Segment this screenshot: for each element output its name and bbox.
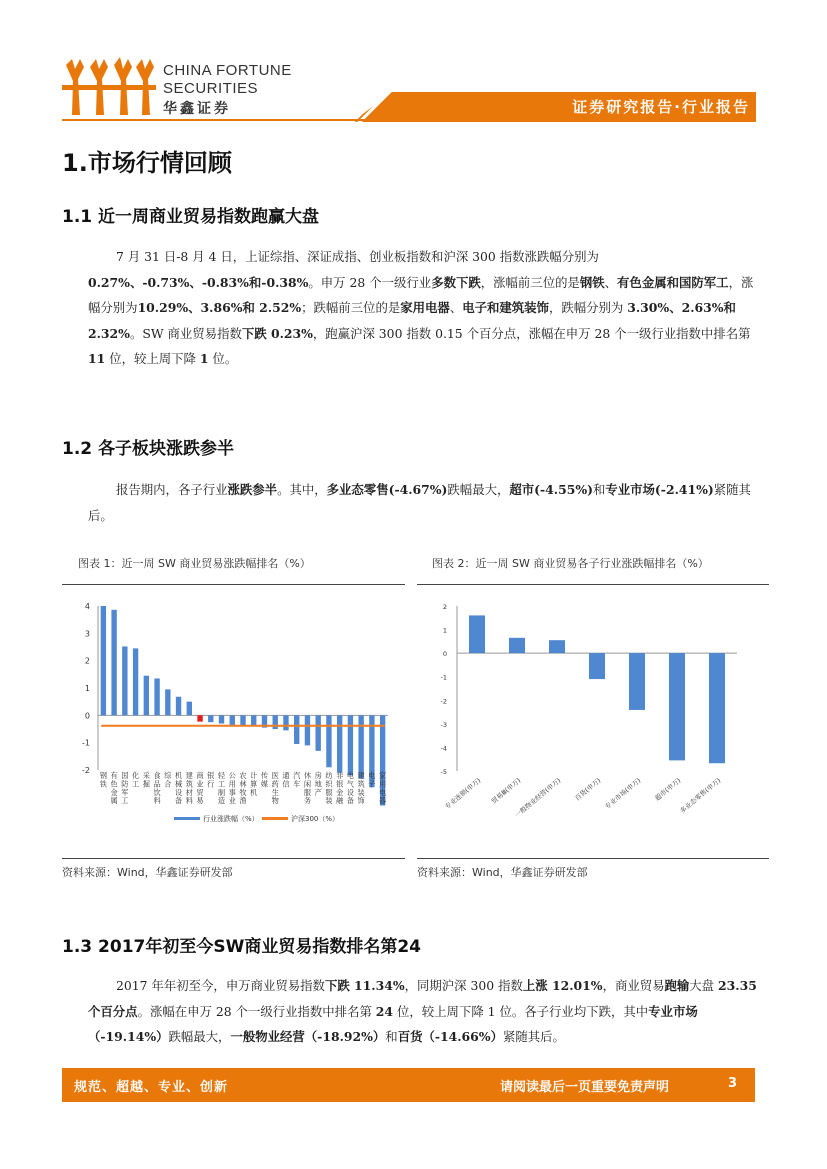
footer-disclaimer-link[interactable]: 请阅读最后一页重要免责声明: [500, 1080, 670, 1095]
emphasis-text: 涨跌参半: [227, 482, 278, 497]
body-text: ，跌幅分别为: [548, 300, 628, 315]
chart2-bottom-rule: [417, 858, 769, 859]
chart1-x-label: 化工: [131, 771, 140, 789]
emphasis-text: 24: [375, 1003, 394, 1019]
chart2-bar: [549, 640, 565, 653]
chart1-caption: 图表 1：近一周 SW 商业贸易涨跌幅排名（%）: [78, 557, 311, 570]
chart2-y-tick: -1: [440, 673, 447, 682]
chart2-source: 资料来源：Wind，华鑫证券研发部: [417, 866, 588, 879]
emphasis-text: 上涨 12.01%: [522, 978, 603, 993]
chart2-x-label: 一般物业经营(申万): [513, 776, 563, 820]
chart1-x-label: 机械设备: [174, 771, 183, 806]
chart1-legend-hs300: 沪深300（%）: [291, 815, 340, 823]
chart2-y-tick: 2: [442, 603, 447, 611]
body-text: 、: [449, 300, 463, 315]
emphasis-text: 10.29%、3.86%和 2.52%: [137, 300, 302, 315]
paragraph-3: [88, 973, 760, 1050]
emphasis-text: 3.30%、2.63%和 2.32%: [88, 300, 736, 341]
emphasis-text: 跑输: [664, 978, 690, 993]
chart1-bar: [197, 715, 202, 721]
chart2-caption: 图表 2：近一周 SW 商业贸易各子行业涨跌幅排名（%）: [432, 557, 709, 570]
chart1-y-tick: 2: [84, 656, 90, 666]
chart1-bottom-rule: [62, 858, 405, 859]
brand-name-cn: 华鑫证券: [163, 101, 231, 117]
chart1-bar: [122, 646, 127, 715]
chart1-bar: [240, 715, 245, 725]
chart1-x-label: 非银金融: [336, 771, 344, 806]
body-text: ；跌幅前三位的是: [301, 300, 401, 315]
chart2-y-tick: -5: [440, 768, 447, 776]
body-text: 跌幅最大，: [447, 482, 510, 497]
chart1-x-label: 建筑装饰: [357, 771, 365, 806]
paragraph-2: [88, 477, 760, 528]
chart1-x-label: 建筑材料: [185, 771, 193, 806]
body-text: ，涨幅分别为: [88, 274, 754, 315]
company-logo: [60, 55, 160, 125]
chart2-bar: [629, 653, 645, 710]
chart1-x-label: 综合: [164, 771, 172, 789]
chart2-x-label: 贸易Ⅲ(申万): [489, 776, 523, 806]
body-text: ，同期沪深 300 指数: [404, 978, 523, 993]
chart1-x-label: 休闲服务: [303, 771, 312, 806]
report-type: 证券研究报告·行业报告: [572, 98, 750, 116]
chart1-bar: [230, 715, 235, 725]
footer-slogan: 规范、超越、专业、创新: [74, 1080, 229, 1095]
chart1-bar: [316, 715, 321, 751]
chart1-bar: [283, 715, 288, 730]
emphasis-text: 11: [88, 351, 106, 366]
emphasis-text: 电子和建筑装饰: [462, 300, 549, 315]
body-text: ，涨幅前三位的是: [480, 274, 580, 290]
chart1-bar: [251, 715, 256, 726]
chart1-bar: [219, 715, 224, 723]
chart1-x-label: 传媒: [260, 771, 269, 789]
paragraph-1: [88, 244, 760, 372]
chart1-y-tick: -2: [82, 766, 90, 775]
chart1-x-label: 有色金属: [110, 771, 118, 806]
body-text: 位，较上周下降: [105, 351, 200, 366]
chart1-bar: [165, 689, 170, 715]
section-1-3-title: 1.3 2017年初至今SW商业贸易指数排名第24: [62, 937, 421, 957]
emphasis-text: 专业市场（-19.14%）: [88, 1003, 698, 1044]
body-text: 大盘: [689, 978, 719, 993]
chart1-y-tick: -1: [82, 738, 90, 748]
body-text: 和: [385, 1029, 398, 1044]
emphasis-text: 多业态零售(-4.67%): [326, 482, 448, 497]
emphasis-text: 下跌 0.23%: [241, 325, 313, 341]
section-1-2-title: 1.2 各子板块涨跌参半: [62, 439, 235, 459]
chart2-y-tick: -3: [440, 720, 447, 729]
body-text: ，跑赢沪深 300 指数 0.15 个百分点，涨幅在申万 28 个一级行业指数中排名第: [312, 325, 751, 341]
chart2-y-tick: 0: [442, 650, 447, 659]
chart1-x-label: 商业贸易: [196, 771, 204, 806]
chart1-x-label: 家用电器: [379, 771, 387, 806]
chart1-bar: [348, 715, 353, 775]
chart1-bar: [208, 715, 213, 722]
chart1-bar: [133, 648, 138, 715]
chart2-bar: [669, 653, 685, 760]
emphasis-text: 1: [199, 351, 209, 366]
chart1-x-label: 银行: [207, 771, 215, 789]
page-number: 3: [728, 1076, 738, 1091]
emphasis-text: 有色金属和国防军工: [617, 274, 729, 290]
chart1-x-label: 农林牧渔: [239, 771, 247, 806]
emphasis-text: 超市(-4.55%): [509, 482, 593, 497]
emphasis-text: 专业市场(-2.41%): [605, 482, 714, 497]
emphasis-text: 0.27%、-0.73%、-0.83%和-0.38%: [88, 274, 309, 290]
chart1-y-tick: 1: [84, 684, 90, 693]
chart1-bar: [187, 702, 192, 716]
chart1-bar: [176, 697, 181, 716]
chart2-bar: [469, 615, 485, 653]
chart1-bar: [111, 610, 116, 716]
emphasis-text: 23.35 个百分点: [88, 978, 757, 1019]
section-1-1-title: 1.1 近一周商业贸易指数跑赢大盘: [62, 207, 320, 227]
chart1-legend-swatch-hs300: [262, 817, 288, 820]
chart1-x-label: 采掘: [142, 771, 150, 789]
emphasis-text: 下跌 11.34%: [324, 978, 405, 993]
chart2-x-label: 多业态零售(申万): [678, 776, 723, 816]
chart1-x-label: 食品饮料: [153, 771, 161, 806]
emphasis-text: 一般物业经营（-18.92%）: [230, 1029, 386, 1044]
chart1-x-label: 公用事业: [228, 771, 236, 806]
chart1-bar: [305, 715, 310, 745]
body-text: 和: [592, 482, 606, 497]
chart2-subsector-returns: [417, 588, 769, 856]
brand-name-en-1: CHINA FORTUNE: [163, 62, 292, 79]
chart1-source: 资料来源：Wind，华鑫证券研发部: [62, 866, 233, 879]
chart1-top-rule: [62, 584, 405, 585]
chart1-x-label: 纺织服装: [325, 771, 333, 806]
chart1-x-label: 计算机: [250, 771, 258, 797]
chart1-x-label: 钢铁: [99, 771, 107, 789]
brand-name-en-2: SECURITIES: [163, 80, 259, 97]
body-text: 跌幅最大，: [168, 1029, 231, 1044]
chart1-bar: [337, 715, 342, 772]
body-text: 。SW 商业贸易指数: [129, 325, 242, 341]
chart1-bar: [273, 715, 278, 729]
chart2-bar: [709, 653, 725, 763]
chart2-x-label: 超市(申万): [653, 776, 683, 803]
chart1-bar: [154, 678, 159, 715]
emphasis-text: 钢铁: [579, 274, 605, 290]
chart1-x-label: 汽车: [293, 771, 301, 789]
body-text: 报告期内，各子行业: [116, 482, 228, 497]
body-text: 紧随其后。: [502, 1029, 565, 1044]
chart1-bar: [326, 715, 331, 767]
chart1-x-label: 电子: [368, 771, 376, 789]
body-text: 紧随其后。: [88, 482, 751, 523]
chart1-x-label: 国防军工: [121, 771, 129, 806]
chart1-legend-industry: 行业涨跌幅（%）: [203, 815, 259, 823]
chart2-y-tick: 1: [442, 626, 447, 635]
chart1-industry-returns: [62, 588, 405, 856]
chart2-x-label: 百货(申万): [573, 776, 603, 803]
emphasis-text: 百货（-14.66%）: [397, 1029, 503, 1044]
body-text: 。涨幅在申万 28 个一级行业指数中排名第: [137, 1003, 376, 1019]
chart1-x-label: 轻工制造: [217, 771, 226, 806]
chart2-y-tick: -2: [440, 697, 447, 706]
section-1-title: 1.市场行情回顾: [62, 149, 232, 177]
chart1-x-label: 医药生物: [271, 771, 279, 806]
chart1-x-label: 电气设备: [346, 771, 355, 806]
header-rule: [62, 119, 392, 121]
chart1-legend-swatch-industry: [174, 817, 200, 820]
body-text: ，商业贸易: [602, 978, 665, 993]
chart1-y-tick: 0: [84, 711, 90, 721]
chart1-x-label: 房地产: [314, 771, 322, 797]
chart1-y-tick: 4: [84, 602, 90, 611]
chart2-x-label: 专业市场(申万): [603, 776, 643, 811]
body-text: 、: [604, 274, 618, 290]
emphasis-text: 多数下跌: [431, 274, 481, 290]
emphasis-text: 家用电器: [400, 300, 450, 315]
chart1-x-label: 通信: [282, 771, 290, 789]
chart2-y-tick: -4: [440, 744, 447, 753]
body-text: 7 月 31 日-8 月 4 日，上证综指、深证成指、创业板指数和沪深 300 指数涨跌幅分别为: [116, 249, 599, 264]
chart2-top-rule: [417, 584, 769, 585]
body-text: 位。: [208, 351, 238, 366]
body-text: 。申万 28 个一级行业: [308, 274, 432, 290]
chart1-y-tick: 3: [84, 629, 90, 639]
chart1-bar: [144, 676, 149, 716]
body-text: 。其中，: [277, 482, 327, 497]
chart1-bar: [101, 606, 106, 715]
chart2-x-label: 专业连锁(申万): [443, 776, 483, 811]
body-text: 位，较上周下降 1 位。各子行业均下跌，其中: [393, 1003, 649, 1019]
chart2-bar: [589, 653, 605, 679]
chart1-bar: [294, 715, 299, 744]
chart2-bar: [509, 638, 525, 653]
body-text: 2017 年年初至今，申万商业贸易指数: [116, 978, 325, 993]
